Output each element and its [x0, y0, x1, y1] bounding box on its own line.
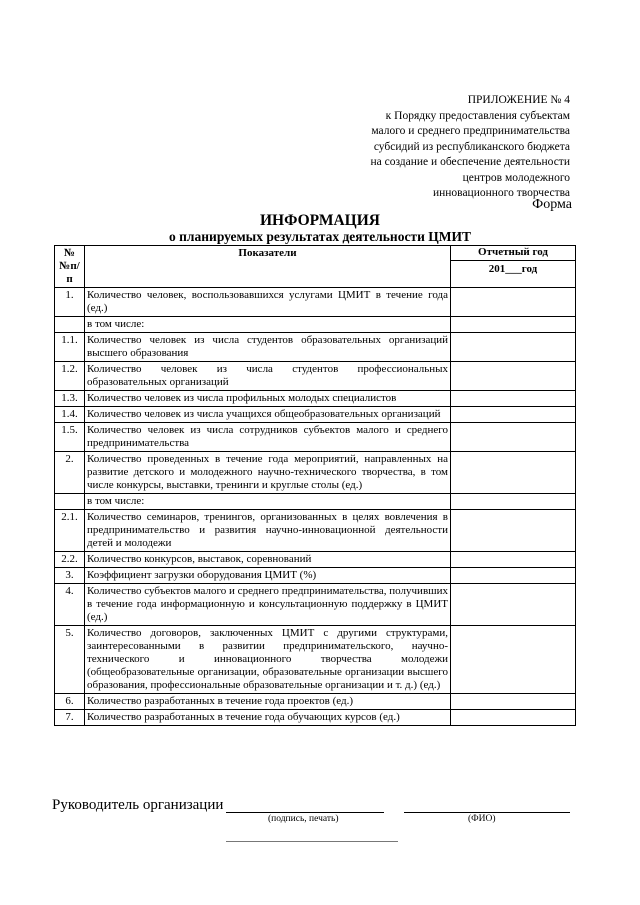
row-number — [55, 494, 85, 510]
row-indicator: Количество человек из числа студентов образовательных организаций высшего образования — [85, 333, 451, 362]
table-row — [55, 288, 576, 317]
row-number: 4. — [55, 584, 85, 626]
appendix-line: центров молодежного — [462, 171, 570, 184]
row-indicator: Количество человек, воспользовавшихся услугами ЦМИТ в течение года (ед.) — [85, 288, 451, 317]
name-caption: (ФИО) — [468, 814, 496, 824]
table-row — [55, 694, 576, 710]
row-number: 2. — [55, 452, 85, 494]
header-year-title: Отчетный год — [451, 246, 575, 261]
row-number: 6. — [55, 694, 85, 710]
row-indicator: Количество человек из числа учащихся общеобразовательных организаций — [85, 407, 451, 423]
results-table — [54, 245, 576, 726]
row-indicator: в том числе: — [85, 317, 451, 333]
row-indicator: Количество разработанных в течение года проектов (ед.) — [85, 694, 451, 710]
table-row — [55, 584, 576, 626]
row-value-cell[interactable] — [451, 317, 576, 333]
name-line — [404, 812, 570, 813]
row-indicator: Количество конкурсов, выставок, соревнований — [85, 552, 451, 568]
row-value-cell[interactable] — [451, 510, 576, 552]
row-value-cell[interactable] — [451, 568, 576, 584]
appendix-line: субсидий из республиканского бюджета — [373, 140, 570, 153]
row-indicator: Коэффициент загрузки оборудования ЦМИТ (%) — [85, 568, 451, 584]
row-value-cell[interactable] — [451, 584, 576, 626]
table-row — [55, 568, 576, 584]
row-number: 1.2. — [55, 362, 85, 391]
table-row — [55, 552, 576, 568]
row-indicator: Количество разработанных в течение года обучающих курсов (ед.) — [85, 710, 451, 726]
document-subtitle: о планируемых результатах деятельности ЦМИТ — [169, 229, 471, 244]
row-value-cell[interactable] — [451, 333, 576, 362]
row-indicator: Количество семинаров, тренингов, организованных в целях вовлечения в предпринимательство и развития научно-инновационной деятельности детей и молодежи — [85, 510, 451, 552]
header-number: № №п/п — [55, 246, 85, 288]
footer-divider — [226, 841, 398, 842]
table-row — [55, 626, 576, 694]
row-value-cell[interactable] — [451, 423, 576, 452]
row-number: 7. — [55, 710, 85, 726]
table-row — [55, 452, 576, 494]
document-title: ИНФОРМАЦИЯ — [260, 212, 380, 229]
row-value-cell[interactable] — [451, 288, 576, 317]
row-number: 1.5. — [55, 423, 85, 452]
row-value-cell[interactable] — [451, 494, 576, 510]
table-row — [55, 407, 576, 423]
row-number: 1.3. — [55, 391, 85, 407]
row-number: 3. — [55, 568, 85, 584]
table-row — [55, 710, 576, 726]
form-label: Форма — [532, 197, 572, 212]
row-indicator: Количество договоров, заключенных ЦМИТ с другими структурами, заинтересованными в развитии предпринимательского, научно-технического и инновационного творчества молодежи (общеобразовательные организации, образовательные организации высшего образования, профессиональные образовательные организации и т. д.) (ед.) — [85, 626, 451, 694]
appendix-line: на создание и обеспечение деятельности — [370, 156, 570, 168]
row-value-cell[interactable] — [451, 710, 576, 726]
row-number: 2.1. — [55, 510, 85, 552]
row-number — [55, 317, 85, 333]
row-number: 1. — [55, 288, 85, 317]
table-row — [55, 494, 576, 510]
row-indicator: Количество проведенных в течение года мероприятий, направленных на развитие детского и молодежного научно-технического творчества, в том числе конкурсы, выставки, тренинги и круглые столы (ед.) — [85, 452, 451, 494]
row-value-cell[interactable] — [451, 694, 576, 710]
table-row — [55, 423, 576, 452]
header-year-value: 201___год — [488, 263, 538, 275]
appendix-line: к Порядку предоставления субъектам — [385, 109, 570, 122]
table-row — [55, 510, 576, 552]
row-value-cell[interactable] — [451, 391, 576, 407]
signature-line — [226, 812, 384, 813]
appendix-line: инновационного творчества — [432, 187, 570, 199]
row-value-cell[interactable] — [451, 362, 576, 391]
row-value-cell[interactable] — [451, 452, 576, 494]
row-indicator: Количество субъектов малого и среднего предпринимательства, получивших в течение года информационную и консультационную поддержку в ЦМИТ (ед.) — [85, 584, 451, 626]
header-indicators: Показатели — [85, 246, 451, 288]
row-value-cell[interactable] — [451, 552, 576, 568]
row-number: 5. — [55, 626, 85, 694]
row-value-cell[interactable] — [451, 626, 576, 694]
appendix-line: ПРИЛОЖЕНИЕ № 4 — [467, 94, 570, 106]
row-indicator: Количество человек из числа профильных молодых специалистов — [85, 391, 451, 407]
header-year — [451, 246, 576, 288]
row-number: 1.1. — [55, 333, 85, 362]
row-value-cell[interactable] — [451, 407, 576, 423]
table-header-row — [55, 246, 576, 288]
signatory-label: Руководитель организации — [52, 797, 224, 813]
table-row — [55, 333, 576, 362]
row-indicator: в том числе: — [85, 494, 451, 510]
table-row — [55, 317, 576, 333]
signature-caption: (подпись, печать) — [268, 814, 339, 824]
row-number: 1.4. — [55, 407, 85, 423]
table-row — [55, 362, 576, 391]
appendix-header — [310, 93, 570, 202]
appendix-line: малого и среднего предпринимательства — [371, 125, 570, 137]
row-indicator: Количество человек из числа сотрудников субъектов малого и среднего предпринимательства — [85, 423, 451, 452]
row-indicator: Количество человек из числа студентов профессиональных образовательных организаций — [85, 362, 451, 391]
row-number: 2.2. — [55, 552, 85, 568]
table-row — [55, 391, 576, 407]
